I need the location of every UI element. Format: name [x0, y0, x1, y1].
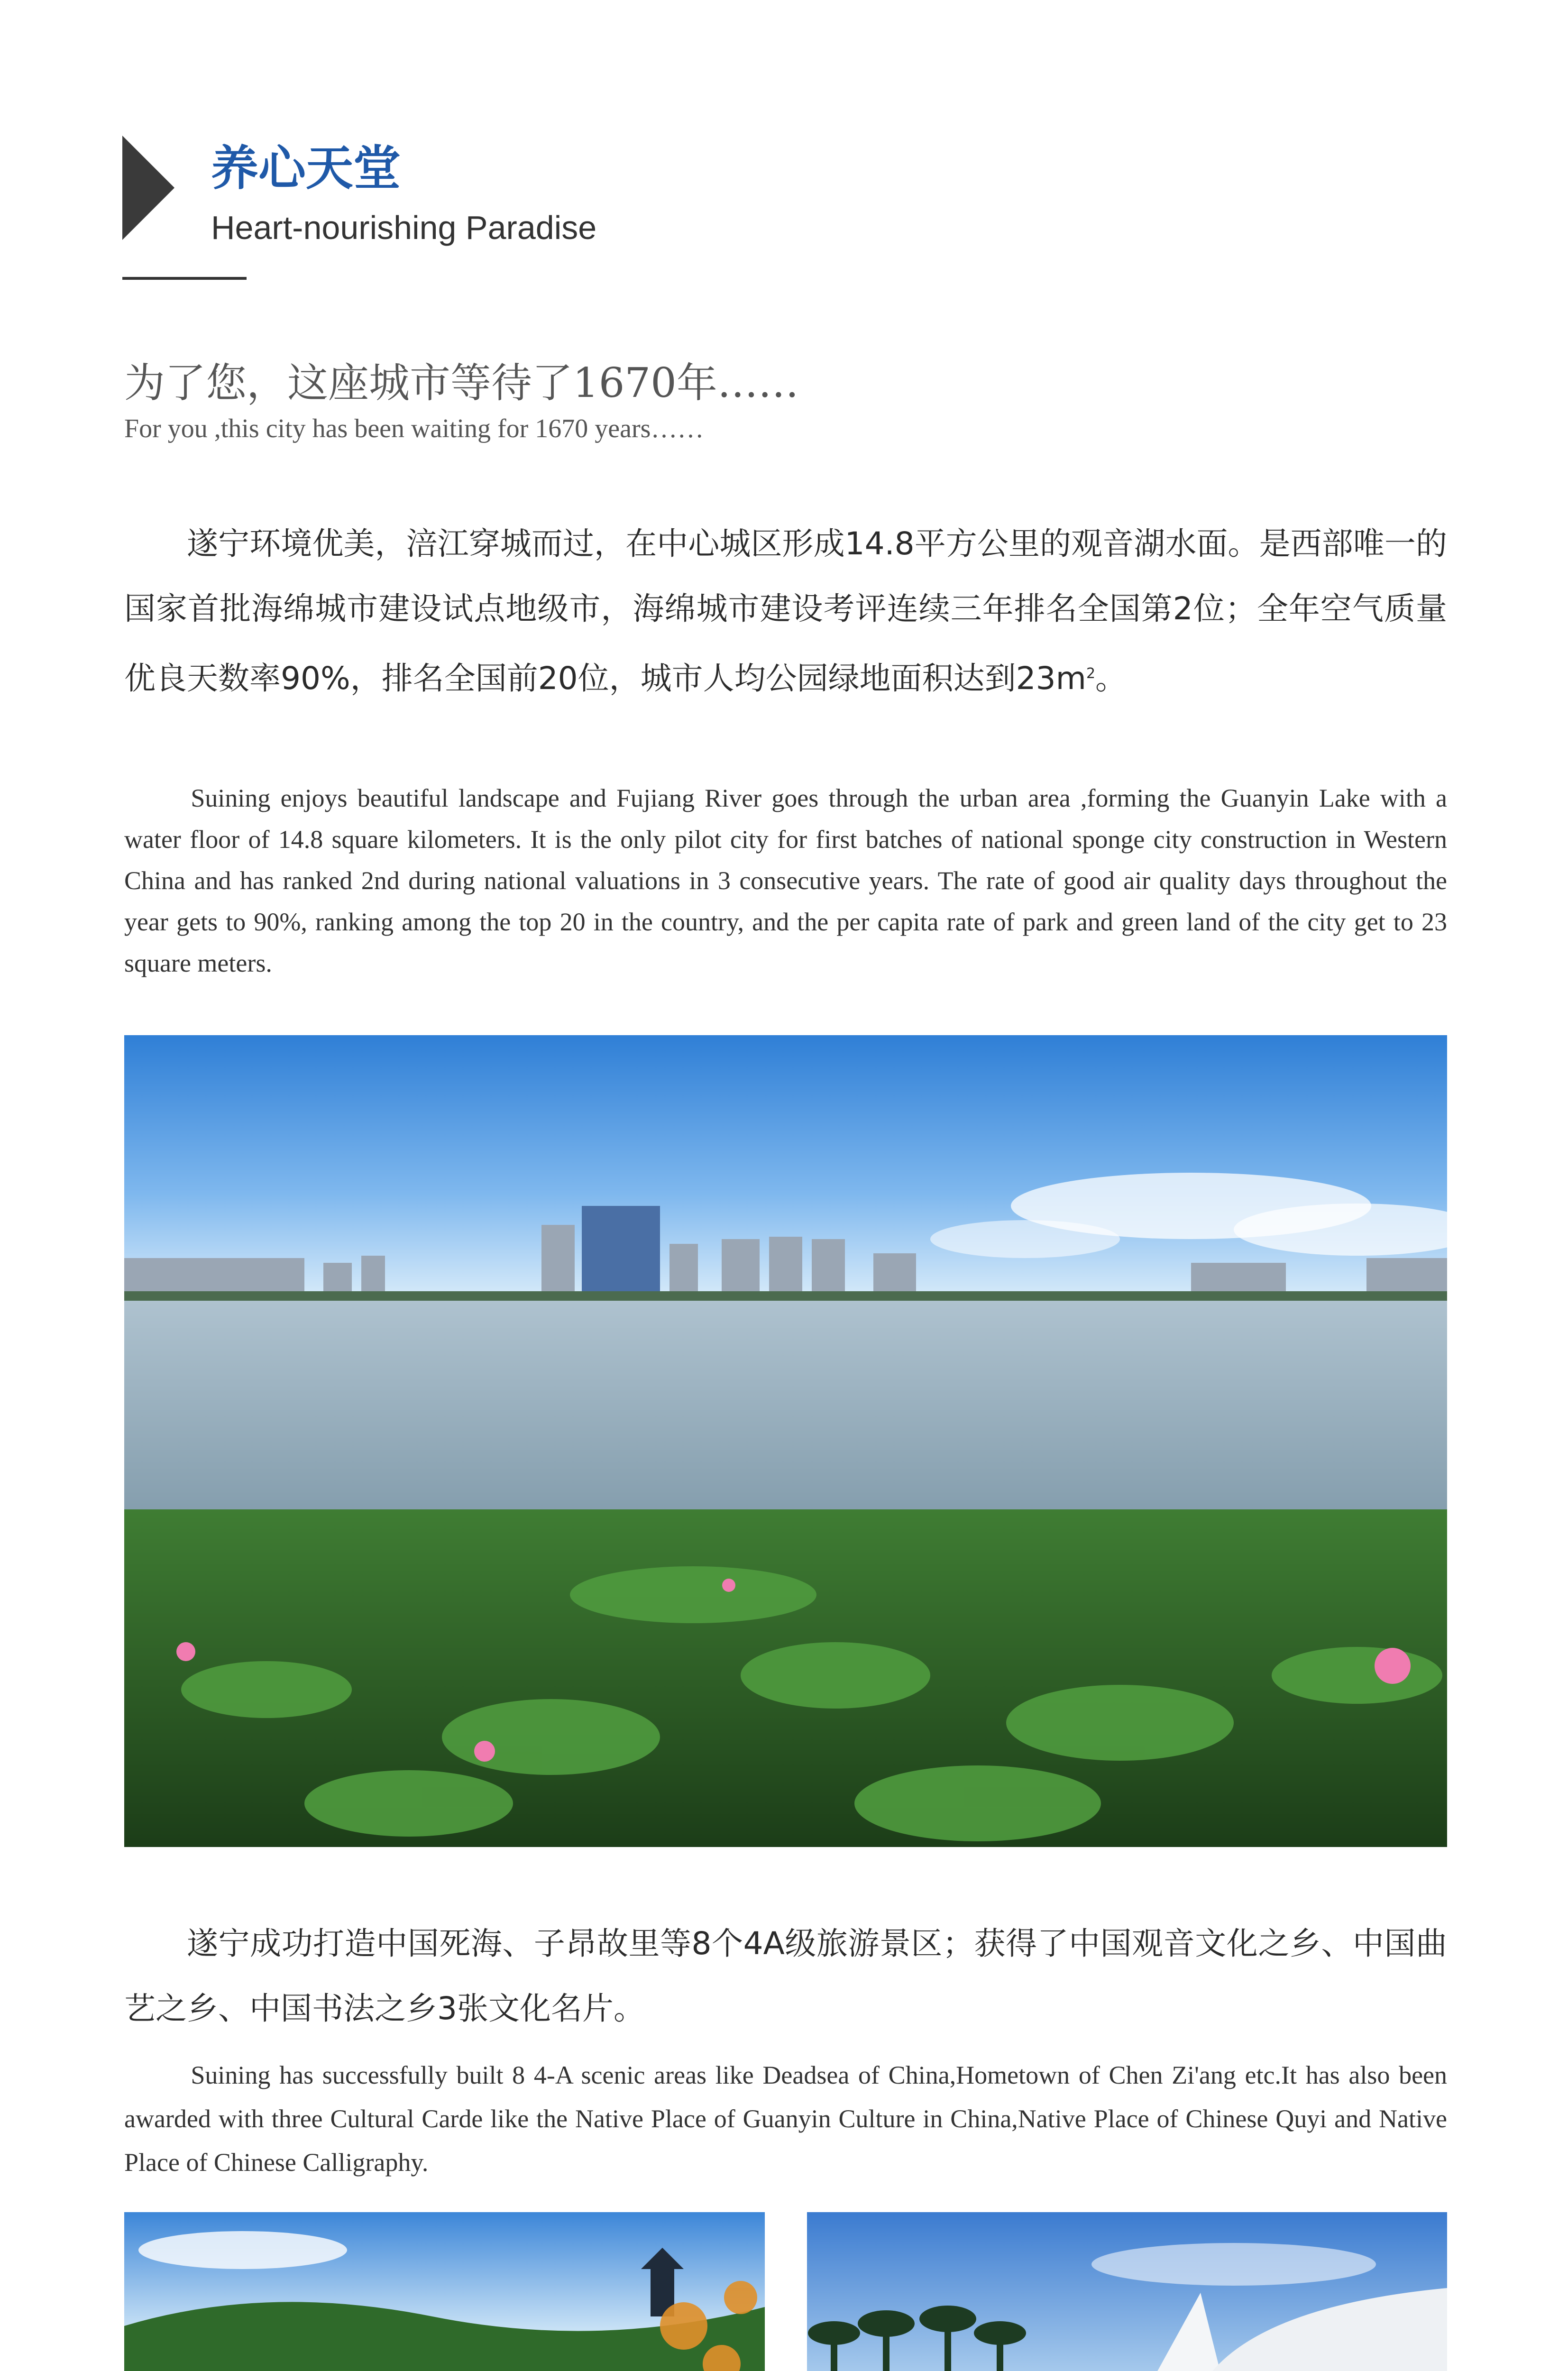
intro-paragraph-cn-text: 遂宁环境优美，涪江穿城而过，在中心城区形成14.8平方公里的观音湖水面。是西部唯一的国家首批海绵城市建设试点地级市，海绵城市建设考评连续三年排名全国第2位；全年空气质量优良天数率90%，排名全国前20位，城市人均公园绿地面积达到23m — [124, 525, 1447, 697]
temple-photo-svg — [124, 2212, 765, 2371]
subtitle-cn: 为了您，这座城市等待了1670年…… — [124, 359, 799, 407]
subtitle-en: For you ,this city has been waiting for 1670 years…… — [124, 414, 704, 443]
intro-paragraph-cn-end: 。 — [1095, 660, 1127, 697]
lake-photo-svg — [124, 1035, 1447, 1847]
title-underline — [122, 277, 247, 280]
deadsea-of-china-photo — [807, 2212, 1447, 2371]
scenic-paragraph-en: Suining has successfully built 8 4-A scenic areas like Deadsea of China,Hometown of Chen Zi'ang etc.It has also been awarded with three Cultural Carde like the Native Place of Guanyin Culture in China,Native Place of Chinese Quyi and Native Place of Chinese Calligraphy. — [124, 2061, 1447, 2177]
superscript-2: 2 — [1086, 665, 1096, 682]
intro-paragraph-en: Suining enjoys beautiful landscape and Fujiang River goes through the urban area ,forming the Guanyin Lake with a water floor of 14.8 square kilometers. It is the only pilot city for first batches of national sponge city construction in Western China and has ranked 2nd during national valuations in 3 consecutive years. The rate of good air quality days throughout the year gets to 90%, ranking among the top 20 in the country, and the per capita rate of park and green land of the city get to 23 square meters. — [124, 784, 1447, 977]
section-title-cn: 养心天堂 — [211, 140, 401, 196]
deadsea-photo-svg — [807, 2212, 1447, 2371]
section-marker-triangle-icon — [122, 136, 174, 240]
lingquan-temple-photo — [124, 2212, 765, 2371]
section-title-en: Heart-nourishing Paradise — [211, 209, 597, 246]
intro-paragraph-cn — [124, 511, 1447, 711]
guanyin-lake-lotus-photo — [124, 1035, 1447, 1847]
scenic-paragraph-cn: 遂宁成功打造中国死海、子昂故里等8个4A级旅游景区；获得了中国观音文化之乡、中国曲艺之乡、中国书法之乡3张文化名片。 — [124, 1925, 1447, 2027]
